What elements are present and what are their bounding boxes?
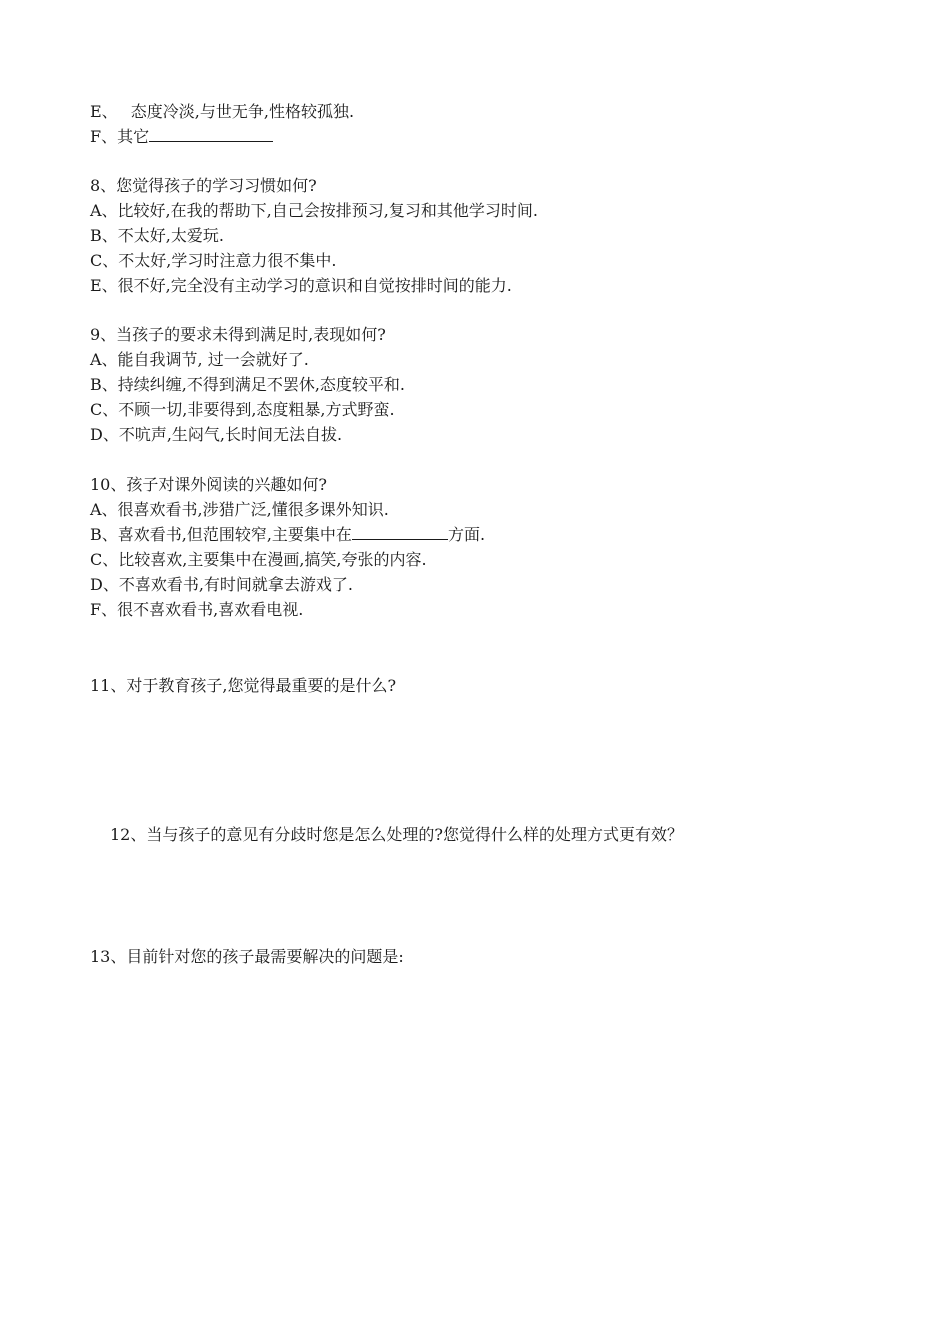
q13-title: 13、目前针对您的孩子最需要解决的问题是:: [90, 947, 404, 966]
q10-option-b: [90, 523, 485, 547]
q8-option-e: E、很不好,完全没有主动学习的意识和自觉按排时间的能力.: [90, 276, 512, 295]
q10-option-b-text: B、喜欢看书,但范围较窄,主要集中在: [90, 525, 352, 544]
q9-option-a: A、能自我调节, 过一会就好了.: [90, 350, 309, 369]
q8-title: 8、您觉得孩子的学习习惯如何?: [90, 176, 317, 195]
q9-title: 9、当孩子的要求未得到满足时,表现如何?: [90, 325, 386, 344]
q7-option-f-prefix: F、: [90, 127, 118, 146]
q8-option-a: A、比较好,在我的帮助下,自己会按排预习,复习和其他学习时间.: [90, 201, 538, 220]
q9-option-b: B、持续纠缠,不得到满足不罢休,态度较平和.: [90, 375, 406, 394]
q10-option-b-suffix: 方面.: [447, 525, 486, 544]
q10-reading-area-blank[interactable]: [352, 525, 448, 540]
q7-option-f-text: 其它: [117, 127, 150, 146]
q11-title: 11、对于教育孩子,您觉得最重要的是什么?: [90, 676, 397, 695]
q10-option-a: A、很喜欢看书,涉猎广泛,懂很多课外知识.: [90, 500, 389, 519]
q10-option-d: D、不喜欢看书,有时间就拿去游戏了.: [90, 575, 354, 594]
q10-option-c: C、比较喜欢,主要集中在漫画,搞笑,夸张的内容.: [90, 550, 427, 569]
q8-option-b: B、不太好,太爱玩.: [90, 226, 224, 245]
q10-title: 10、孩子对课外阅读的兴趣如何?: [90, 475, 327, 494]
q9-option-d: D、不吭声,生闷气,长时间无法自拔.: [90, 425, 343, 444]
q7-option-e: [90, 100, 354, 124]
q8-option-c: C、不太好,学习时注意力很不集中.: [90, 251, 337, 270]
q7-option-e-prefix: E、: [90, 102, 118, 121]
q12-title: 12、当与孩子的意见有分歧时您是怎么处理的?您觉得什么样的处理方式更有效？: [110, 825, 683, 844]
q9-option-c: C、不顾一切,非要得到,态度粗暴,方式野蛮.: [90, 400, 395, 419]
q10-option-f: F、很不喜欢看书,喜欢看电视.: [90, 600, 304, 619]
q7-other-answer-blank[interactable]: [149, 127, 273, 142]
q7-option-f: [90, 125, 273, 149]
q7-option-e-text: 态度冷淡,与世无争,性格较孤独.: [125, 102, 355, 121]
